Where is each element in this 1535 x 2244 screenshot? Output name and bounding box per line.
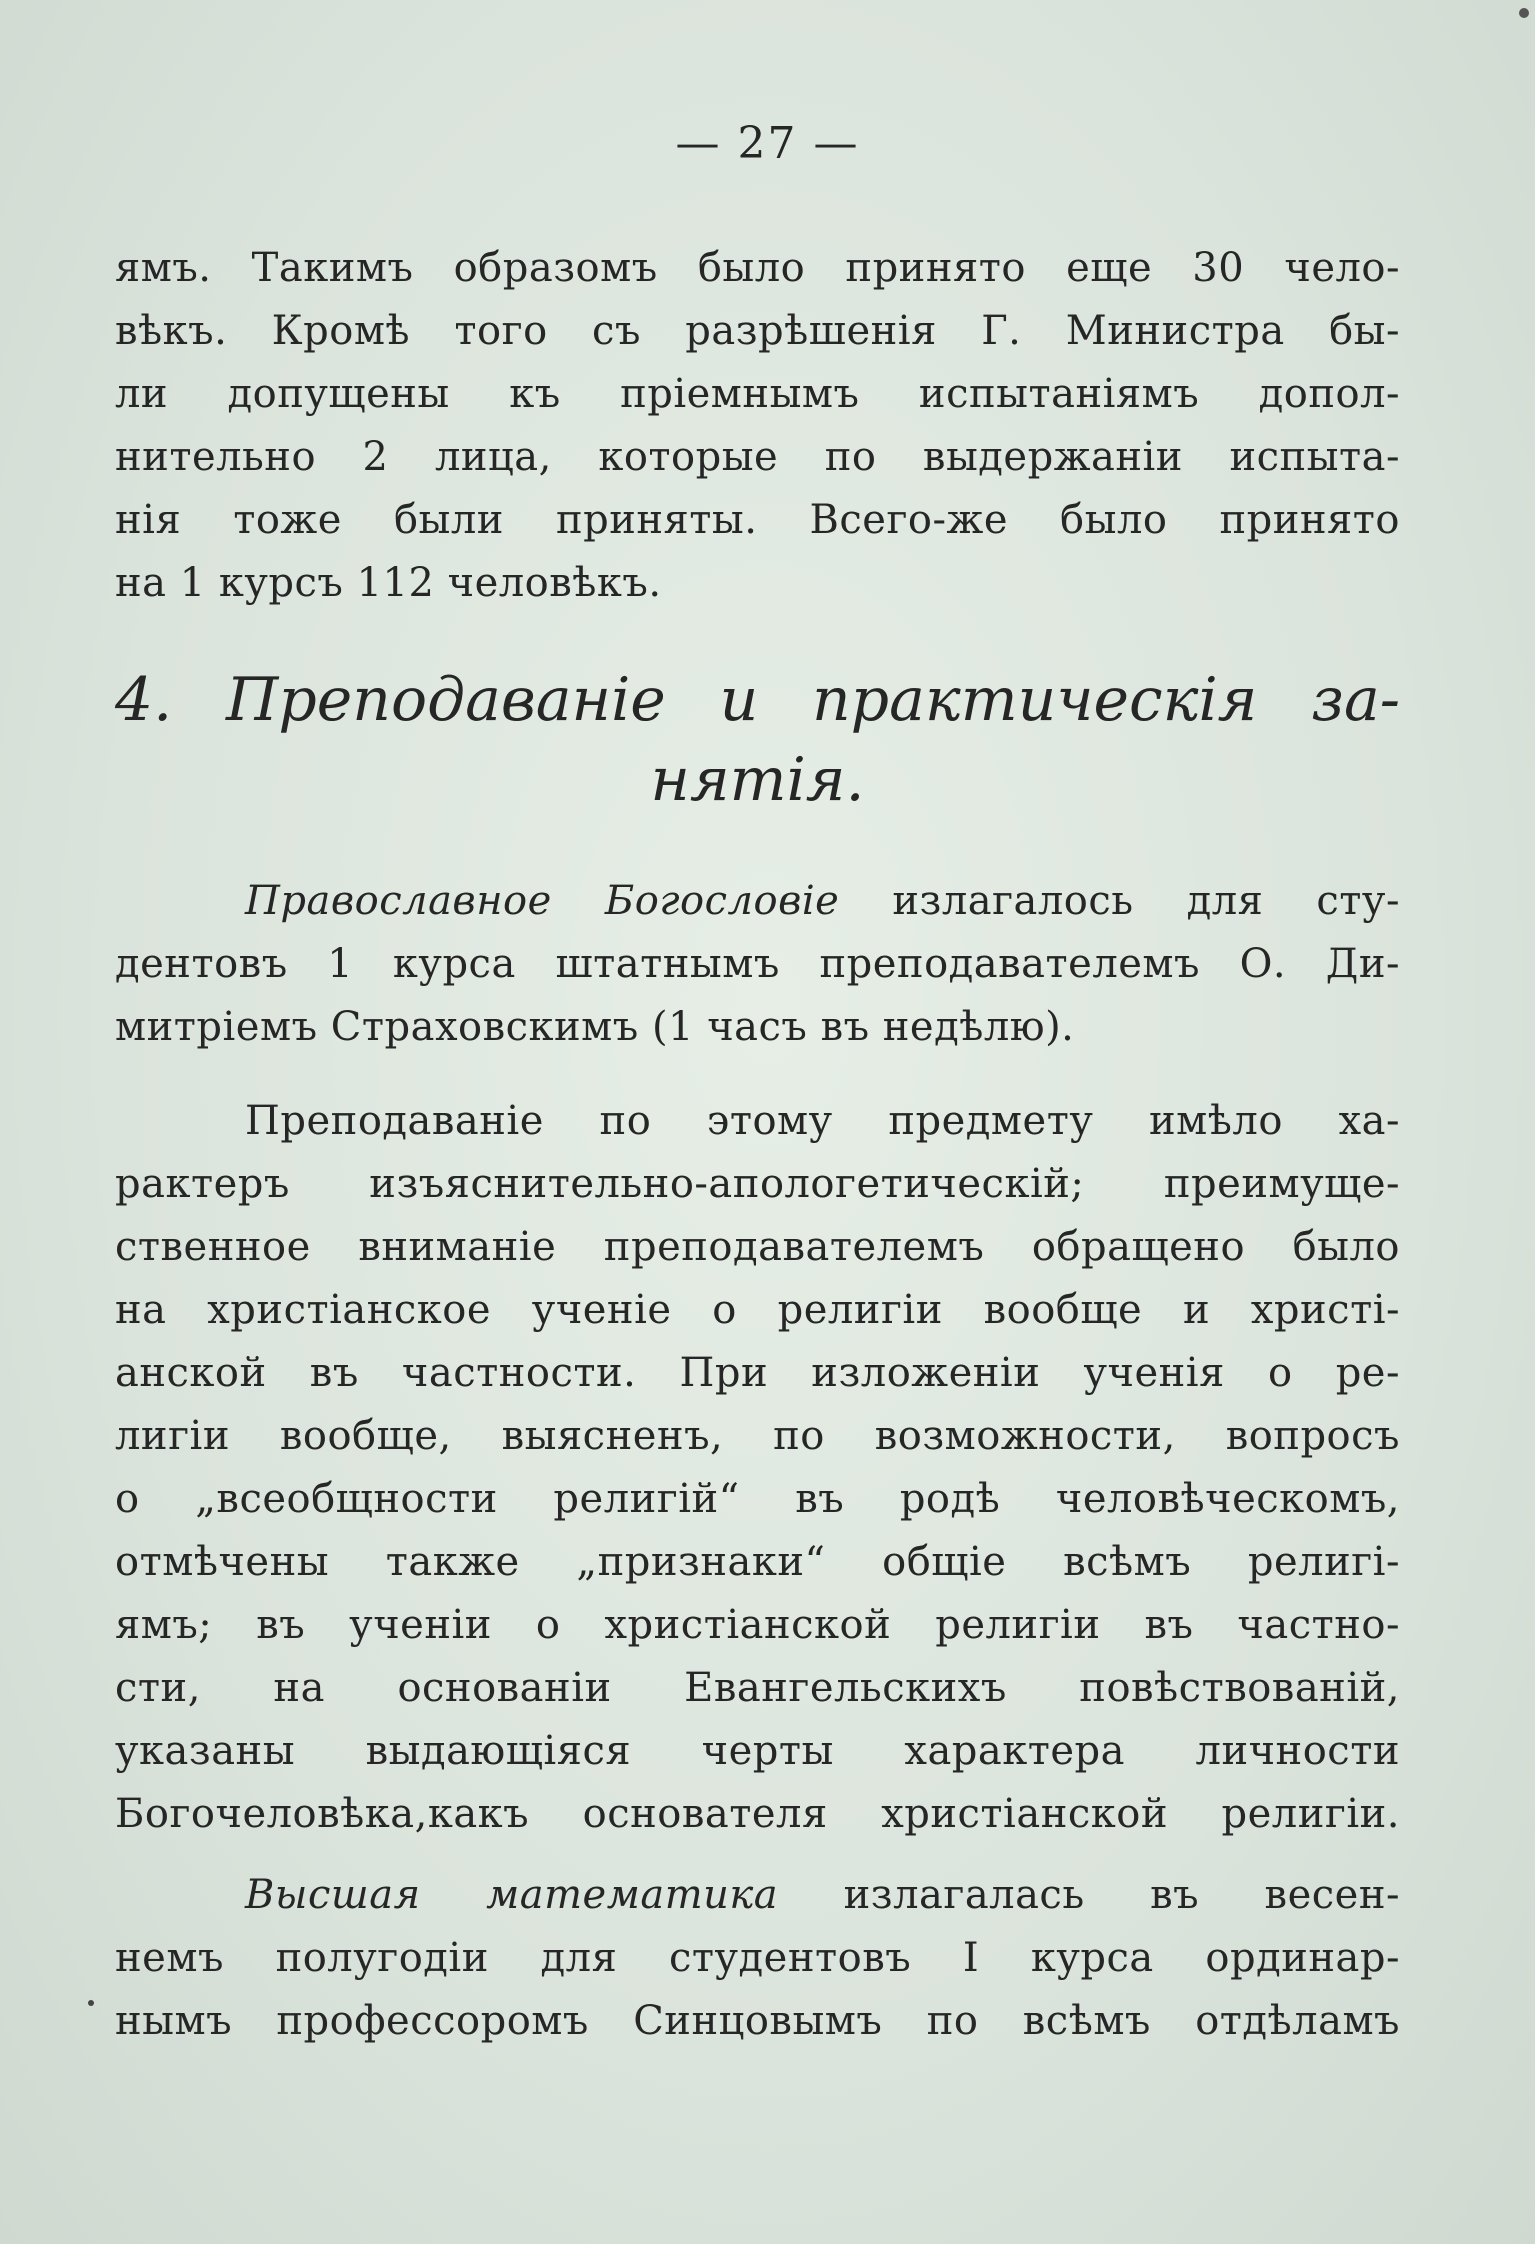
text-line: нительно 2 лица, которые по выдержаніи испыта- bbox=[115, 434, 1400, 480]
section-heading bbox=[115, 660, 1400, 820]
text-line: ственное вниманіе преподавателемъ обращено было bbox=[115, 1224, 1400, 1270]
text-line: немъ полугодіи для студентовъ I курса ординар- bbox=[115, 1935, 1400, 1981]
text-line: указаны выдающіяся черты характера личности bbox=[115, 1728, 1400, 1774]
text-fragment: излагалось для сту- bbox=[839, 878, 1400, 924]
paper-speck bbox=[1519, 8, 1529, 18]
text-line: на 1 курсъ 112 человѣкъ. bbox=[115, 560, 662, 606]
text-line: вѣкъ. Кромѣ того съ разрѣшенія Г. Министра бы- bbox=[115, 308, 1400, 354]
text-line bbox=[115, 1864, 1400, 1927]
paragraph-3 bbox=[115, 1090, 1400, 1846]
text-line: лигіи вообще, выясненъ, по возможности, вопросъ bbox=[115, 1413, 1400, 1459]
text-line: анской въ частности. При изложеніи ученія о ре- bbox=[115, 1350, 1400, 1396]
text-line: отмѣчены также „признаки“ общіе всѣмъ религі- bbox=[115, 1539, 1400, 1585]
text-line: нымъ профессоромъ Синцовымъ по всѣмъ отдѣламъ bbox=[115, 1998, 1400, 2044]
text-line bbox=[115, 870, 1400, 933]
text-line: Богочеловѣка,какъ основателя христіанской религіи. bbox=[115, 1791, 1400, 1837]
heading-line: нятія. bbox=[650, 745, 865, 815]
heading-line: 4. Преподаваніе и практическія за- bbox=[115, 665, 1400, 735]
subject-title: Православное Богословіе bbox=[245, 878, 840, 924]
text-line: ямъ; въ ученіи о христіанской религіи въ частно- bbox=[115, 1602, 1400, 1648]
text-line: дентовъ 1 курса штатнымъ преподавателемъ О. Ди- bbox=[115, 941, 1400, 987]
text-line: рактеръ изъяснительно-апологетическій; преимуще- bbox=[115, 1161, 1400, 1207]
text-line: митріемъ Страховскимъ (1 часъ въ недѣлю). bbox=[115, 1004, 1075, 1050]
paragraph-4 bbox=[115, 1864, 1400, 2053]
text-line: нія тоже были приняты. Всего-же было принято bbox=[115, 497, 1400, 543]
text-line: Преподаваніе по этому предмету имѣло ха- bbox=[245, 1098, 1400, 1144]
text-line: о „всеобщности религій“ въ родѣ человѣческомъ, bbox=[115, 1476, 1400, 1522]
subject-title: Высшая математика bbox=[245, 1872, 779, 1918]
page-number: — 27 — bbox=[675, 118, 860, 169]
text-line: сти, на основаніи Евангельскихъ повѣствованій, bbox=[115, 1665, 1400, 1711]
paper-speck bbox=[88, 2000, 94, 2006]
paragraph-1 bbox=[115, 237, 1400, 615]
text-line: на христіанское ученіе о религіи вообще и христі- bbox=[115, 1287, 1400, 1333]
text-fragment: излагалась въ весен- bbox=[778, 1872, 1400, 1918]
paragraph-2 bbox=[115, 870, 1400, 1059]
text-line: ямъ. Такимъ образомъ было принято еще 30 чело- bbox=[115, 245, 1400, 291]
text-line: ли допущены къ пріемнымъ испытаніямъ допол- bbox=[115, 371, 1400, 417]
